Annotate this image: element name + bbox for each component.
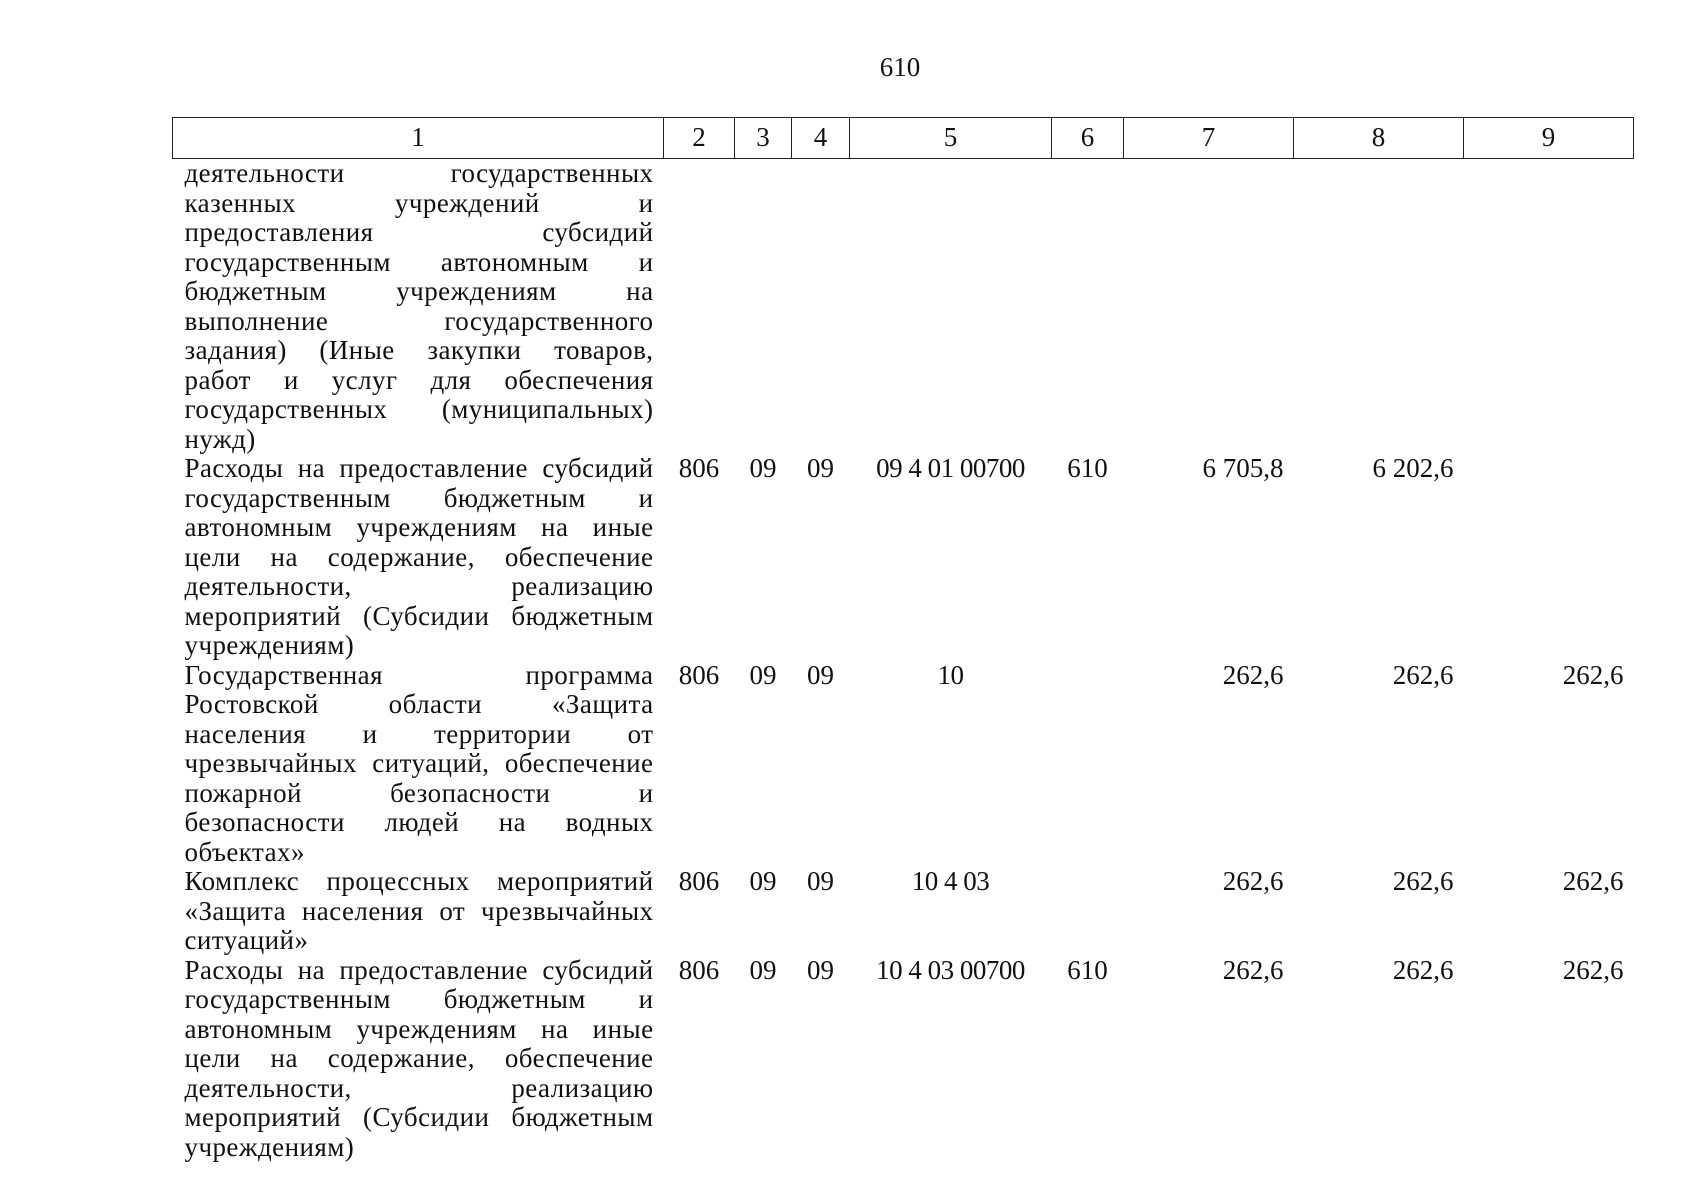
cell-amount-9	[1464, 454, 1634, 661]
cell-subsection	[792, 159, 850, 455]
cell-target-article: 09 4 01 00700	[876, 453, 1025, 483]
cell-amount-8: 262,6	[1392, 866, 1454, 896]
cell-amount-9: 262,6	[1562, 659, 1624, 690]
cell-ministry: 806	[678, 954, 720, 985]
cell-section: 09	[749, 659, 777, 690]
col-header-1: 1	[173, 118, 664, 159]
cell-ministry: 806	[678, 453, 720, 483]
cell-target-article: 10	[937, 659, 964, 690]
cell-amount-8: 262,6	[1392, 659, 1454, 690]
cell-expense-type	[1052, 661, 1124, 868]
cell-section	[735, 159, 792, 455]
cell-amount-9: 262,6	[1562, 866, 1624, 896]
col-header-6: 6	[1052, 118, 1124, 159]
table-row	[173, 867, 1634, 956]
page-number: 610	[879, 52, 921, 82]
col-header-5: 5	[850, 118, 1052, 159]
row-description: Государственная программа Ростовской области «Защита населения и территории от чрезвычайных ситуаций, обеспечение пожарной безопасности и безопасности людей на водных объектах»	[184, 659, 654, 867]
table-row	[173, 956, 1634, 1163]
cell-ministry: 806	[678, 866, 720, 896]
cell-amount-7: 262,6	[1222, 866, 1284, 896]
col-header-4: 4	[792, 118, 850, 159]
budget-table	[172, 117, 1634, 1162]
cell-amount-9	[1464, 159, 1634, 455]
col-header-9: 9	[1464, 118, 1634, 159]
cell-expense-type	[1052, 159, 1124, 455]
cell-expense-type	[1052, 867, 1124, 956]
row-description: Расходы на предоставление субсидий государственным бюджетным и автономным учреждениям на иные цели на содержание, обеспечение деятельности, реализацию мероприятий (Субсидии бюджетным учреждениям)	[184, 954, 654, 1162]
col-header-2: 2	[664, 118, 735, 159]
col-header-8: 8	[1294, 118, 1464, 159]
cell-amount-8	[1294, 159, 1464, 455]
table-header	[173, 118, 1634, 159]
cell-expense-type: 610	[1067, 453, 1108, 483]
row-description: Расходы на предоставление субсидий государственным бюджетным и автономным учреждениям на иные цели на содержание, обеспечение деятельности, реализацию мероприятий (Субсидии бюджетным учреждениям)	[184, 453, 654, 660]
table-row	[173, 661, 1634, 868]
cell-ministry: 806	[678, 659, 720, 690]
cell-amount-7: 6 705,8	[1202, 453, 1284, 483]
cell-subsection: 09	[807, 866, 834, 896]
cell-expense-type: 610	[1067, 954, 1108, 985]
cell-section: 09	[749, 866, 777, 896]
cell-amount-9: 262,6	[1562, 954, 1624, 985]
table-row	[173, 159, 1634, 455]
cell-amount-8: 262,6	[1392, 954, 1454, 985]
cell-amount-8: 6 202,6	[1372, 453, 1454, 483]
cell-target-article: 10 4 03	[911, 866, 990, 896]
row-description: деятельности государственных казенных учреждений и предоставления субсидий государственным автономным и бюджетным учреждениям на выполнение государственного задания) (Иные закупки товаров, работ и услуг для обеспечения государственных (муниципальных) нужд)	[184, 158, 654, 454]
cell-amount-7	[1124, 159, 1294, 455]
cell-target-article: 10 4 03 00700	[876, 954, 1025, 985]
cell-amount-7: 262,6	[1222, 659, 1284, 690]
cell-subsection: 09	[807, 954, 834, 985]
cell-ministry	[664, 159, 735, 455]
table-row	[173, 454, 1634, 661]
col-header-3: 3	[735, 118, 792, 159]
cell-subsection: 09	[807, 659, 834, 690]
col-header-7: 7	[1124, 118, 1294, 159]
cell-target-article	[850, 159, 1052, 455]
cell-amount-7: 262,6	[1222, 954, 1284, 985]
cell-section: 09	[749, 453, 777, 483]
cell-section: 09	[749, 954, 777, 985]
cell-subsection: 09	[807, 453, 834, 483]
row-description: Комплекс процессных мероприятий «Защита населения от чрезвычайных ситуаций»	[184, 866, 654, 955]
